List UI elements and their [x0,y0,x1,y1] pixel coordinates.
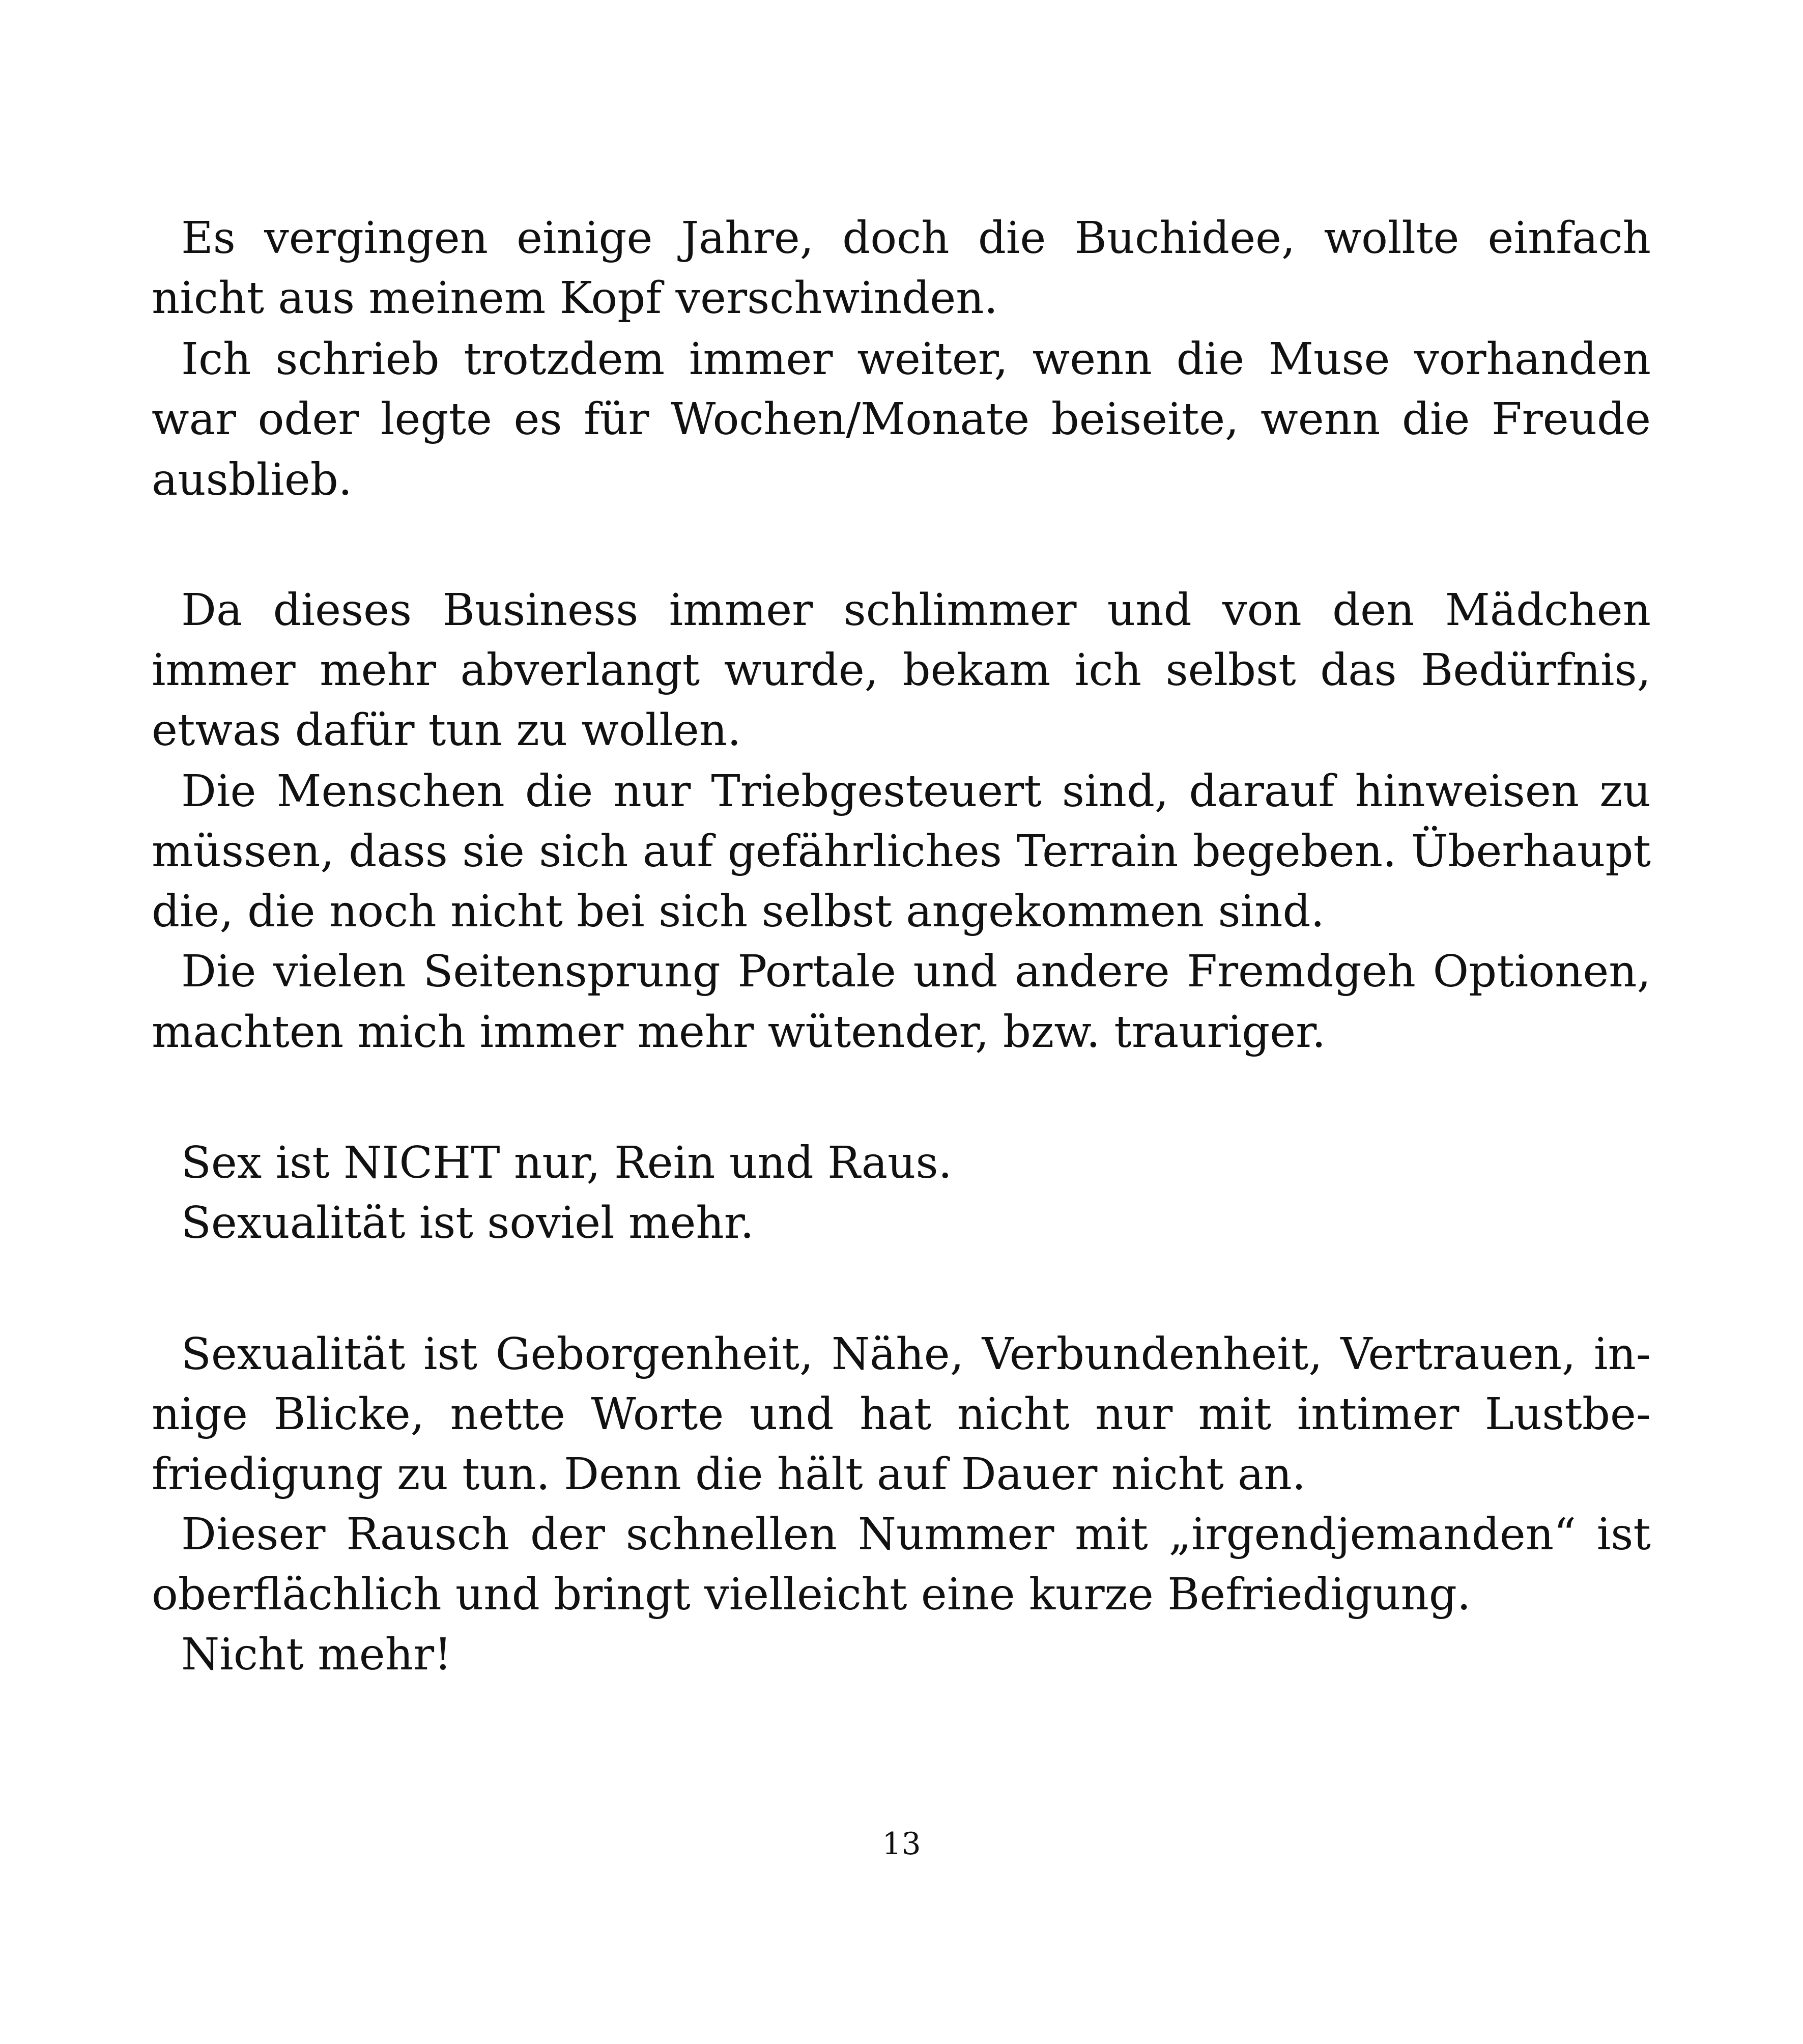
text-line: müssen, dass sie sich auf gefährliches Terrain begeben. Überhaupt [152,826,1651,877]
text-line: nige Blicke, nette Worte und hat nicht nur mit intimer Lustbe- [152,1389,1651,1440]
text-line: Da dieses Business immer schlimmer und von den Mädchen [181,585,1651,636]
text-line: Die Menschen die nur Triebgesteuert sind, darauf hinweisen zu [181,766,1651,817]
text-line: Dieser Rausch der schnellen Nummer mit „irgendjemanden“ ist [181,1509,1651,1560]
text-line: oberflächlich und bringt vielleicht eine kurze Befriedigung. [152,1569,1471,1620]
text-line: Sexualität ist soviel mehr. [181,1198,754,1248]
text-line: machten mich immer mehr wütender, bzw. trauriger. [152,1007,1326,1058]
text-line: die, die noch nicht bei sich selbst angekommen sind. [152,886,1325,937]
text-line: war oder legte es für Wochen/Monate beiseite, wenn die Freude [152,394,1651,445]
text-line: Es vergingen einige Jahre, doch die Buchidee, wollte einfach [181,213,1651,264]
text-line: Sexualität ist Geborgenheit, Nähe, Verbundenheit, Vertrauen, in- [181,1329,1651,1380]
text-line: nicht aus meinem Kopf verschwinden. [152,273,998,324]
text-line: etwas dafür tun zu wollen. [152,705,741,756]
text-line: friedigung zu tun. Denn die hält auf Dauer nicht an. [152,1449,1306,1500]
text-line: Sex ist NICHT nur, Rein und Raus. [181,1138,952,1188]
page-number: 13 [882,1826,921,1862]
text-line: immer mehr abverlangt wurde, bekam ich selbst das Bedürfnis, [152,645,1651,696]
text-line: ausblieb. [152,455,353,505]
text-line: Nicht mehr! [181,1629,452,1680]
text-line: Ich schrieb trotzdem immer weiter, wenn die Muse vorhanden [181,334,1651,385]
text-line: Die vielen Seitensprung Portale und andere Fremdgeh Optionen, [181,946,1651,997]
